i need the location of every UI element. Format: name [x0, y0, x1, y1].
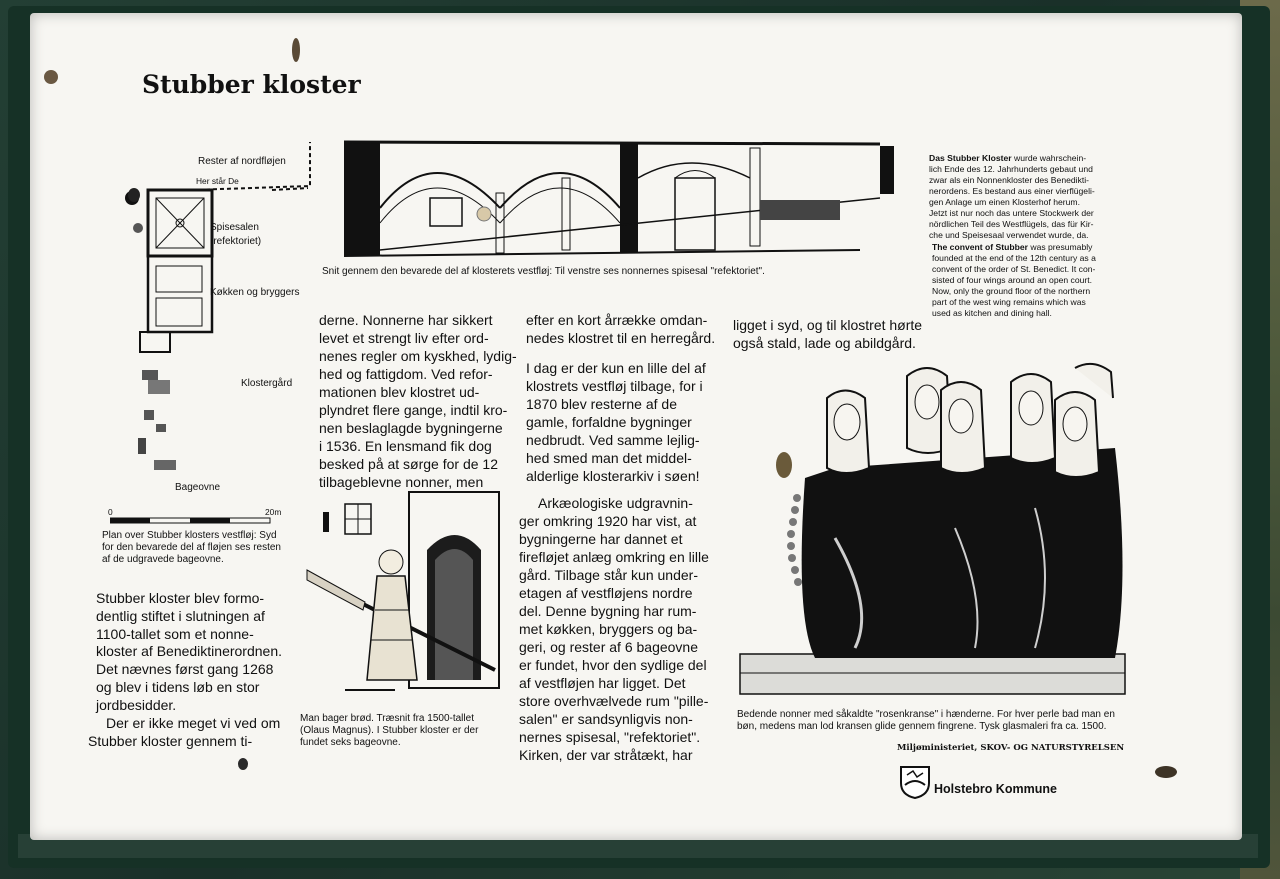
german-line: zwar als ein Nonnenkloster des Benedikti-	[929, 175, 1090, 185]
column2-line: nedes klostret til en herregård.	[526, 330, 716, 346]
column1-line: hed og fattigdom. Ved refor-	[319, 366, 493, 382]
baker-woodcut-illustration	[305, 490, 505, 700]
monastery-floor-plan	[122, 138, 312, 478]
plan-label-ovens: Bageovne	[175, 482, 221, 493]
municipality-name: Holstebro Kommune	[934, 782, 1057, 796]
baker-caption-line: fundet seks bageovne.	[300, 737, 401, 748]
column1-line: levet et strengt liv efter ord-	[319, 330, 489, 346]
english-line: was presumably	[1027, 242, 1093, 252]
plan-caption-line: Plan over Stubber klosters vestfløj: Syd	[102, 530, 277, 541]
plan-label-north-wing: Rester af nordfløjen	[198, 156, 286, 167]
column2-line: store overhvælvede rum "pille-	[519, 693, 709, 709]
column2-line: bygningerne har dannet et	[519, 531, 683, 547]
column3-line: ligget i syd, og til klostret hørte	[733, 317, 923, 333]
plan-label-kitchen: Køkken og bryggers	[210, 287, 300, 298]
column2-line: gamle, forfaldne bygninger	[526, 414, 692, 430]
german-heading: Das Stubber Kloster	[929, 153, 1012, 163]
english-line: used as kitchen and dining hall.	[932, 308, 1052, 318]
stain-spot	[776, 452, 792, 478]
intro-line: Stubber kloster gennem ti-	[88, 733, 253, 749]
baker-caption-line: Man bager brød. Træsnit fra 1500-tallet	[300, 713, 474, 724]
column1-line: derne. Nonnerne har sikkert	[319, 312, 493, 328]
english-text-line-1	[932, 242, 1092, 253]
column2-line: hed smed man det middel-	[526, 450, 692, 466]
column2-line: salen" er sandsynligvis non-	[519, 711, 693, 727]
column2-line: firefløjet anlæg omkring en lille	[519, 549, 709, 565]
german-line: Jetzt ist nur noch das untere Stockwerk der	[929, 208, 1094, 218]
english-line: Now, only the ground floor of the northern	[932, 286, 1091, 296]
praying-nuns-illustration	[735, 358, 1140, 703]
intro-line: dentlig stiftet i slutningen af	[96, 608, 265, 624]
english-line: part of the west wing remains which was	[932, 297, 1086, 307]
nuns-caption-line: bøn, medens man lod kransen glide gennem fingrene. Tysk glasmaleri fra ca. 1500.	[737, 721, 1107, 732]
stain-spot	[44, 70, 58, 84]
german-line: wurde wahrschein-	[1011, 153, 1087, 163]
column3-line: også stald, lade og abildgård.	[733, 335, 916, 351]
column2-line: efter en kort årrække omdan-	[526, 312, 708, 328]
column2-line: 1870 blev resterne af de	[526, 396, 677, 412]
column2-line: met køkken, bryggers og ba-	[519, 621, 698, 637]
column1-line: besked på at sørge for de 12	[319, 456, 498, 472]
german-text-line-1	[929, 153, 1086, 164]
vault-section-drawing	[340, 138, 900, 263]
ministry-credit: Miljøministeriet, SKOV- OG NATURSTYRELSEN	[897, 743, 1125, 753]
column2-line: gård. Tilbage står kun under-	[519, 567, 698, 583]
stain-spot	[1155, 766, 1177, 778]
plan-scale-bar	[110, 517, 280, 525]
intro-line: jordbesidder.	[96, 697, 177, 713]
coat-of-arms-logo	[899, 765, 931, 799]
intro-line: og blev i tidens løb en stor	[96, 679, 260, 695]
english-heading: The convent of Stubber	[932, 242, 1028, 252]
plan-label-dining-hall: Spisesalen	[210, 222, 259, 233]
plan-caption-line: for den bevarede del af fløjen ses resten	[102, 542, 281, 553]
plan-label-refectory: (refektoriet)	[210, 236, 262, 247]
stain-spot	[238, 758, 248, 770]
german-line: gen Anlage um einen Klosterhof herum.	[929, 197, 1080, 207]
column2-line: Arkæologiske udgravnin-	[538, 495, 693, 511]
column1-line: nenes regler om kyskhed, lydig-	[319, 348, 517, 364]
scale-start-label: 0	[108, 507, 113, 517]
column2-line: ger omkring 1920 har vist, at	[519, 513, 697, 529]
column2-line: Kirken, der var stråtækt, har	[519, 747, 693, 763]
intro-line: Der er ikke meget vi ved om	[106, 715, 281, 731]
column2-line: geri, og rester af 6 bageovne	[519, 639, 699, 655]
column2-line: del. Denne bygning har rum-	[519, 603, 697, 619]
column2-line: nernes spisesal, "refektoriet".	[519, 729, 701, 745]
nuns-caption-line: Bedende nonner med såkaldte "rosenkranse" i hænderne. For hver perle bad man en	[737, 709, 1115, 720]
sign-title: Stubber kloster	[142, 70, 361, 99]
english-line: founded at the end of the 12th century as a	[932, 253, 1096, 263]
english-line: convent of the order of St. Benedict. It con-	[932, 264, 1096, 274]
column1-line: tilbageblevne nonner, men	[319, 474, 484, 490]
scale-end-label: 20m	[265, 507, 282, 517]
german-line: nördlichen Teil des Westflügels, das für Kir-	[929, 219, 1094, 229]
baker-caption-line: (Olaus Magnus). I Stubber kloster er der	[300, 725, 479, 736]
column2-line: nedbrudt. Ved samme lejlig-	[526, 432, 700, 448]
column2-line: er fundet, hvor den sydlige del	[519, 657, 707, 673]
column2-line: af vestfløjen har ligget. Det	[519, 675, 686, 691]
column2-line: etagen af vestfløjens nordre	[519, 585, 693, 601]
english-line: sisted of four wings around an open court.	[932, 275, 1093, 285]
intro-line: Stubber kloster blev formo-	[96, 590, 265, 606]
column1-line: nen beslaglagde bygningerne	[319, 420, 503, 436]
column1-line: mationen blev klostret ud-	[319, 384, 480, 400]
stain-spot	[128, 188, 140, 202]
column2-line: I dag er der kun en lille del af	[526, 360, 706, 376]
column1-line: plyndret flere gange, indtil kro-	[319, 402, 508, 418]
german-line: che und Speisesaal verwendet wurde, da.	[929, 230, 1089, 240]
plan-caption-line: af de udgravede bageovne.	[102, 554, 224, 565]
column2-line: klostrets vestfløj tilbage, for i	[526, 378, 703, 394]
column1-line: i 1536. En lensmand fik dog	[319, 438, 492, 454]
column2-line: alderlige klosterarkiv i søen!	[526, 468, 700, 484]
intro-line: 1100-tallet som et nonne-	[96, 626, 254, 642]
section-caption: Snit gennem den bevarede del af klosterets vestfløj: Til venstre ses nonnernes spisesal "refektoriet".	[322, 266, 765, 277]
intro-line: Det nævnes først gang 1268	[96, 661, 274, 677]
stain-spot	[292, 38, 300, 62]
intro-line: kloster af Benediktinerordnen.	[96, 643, 282, 659]
plan-label-you-are-here: Her står De	[196, 176, 239, 186]
plan-label-courtyard: Klostergård	[241, 378, 293, 389]
german-line: nerordens. Es bestand aus einer vierflügeli-	[929, 186, 1095, 196]
german-line: lich Ende des 12. Jahrhunderts gebaut und	[929, 164, 1093, 174]
